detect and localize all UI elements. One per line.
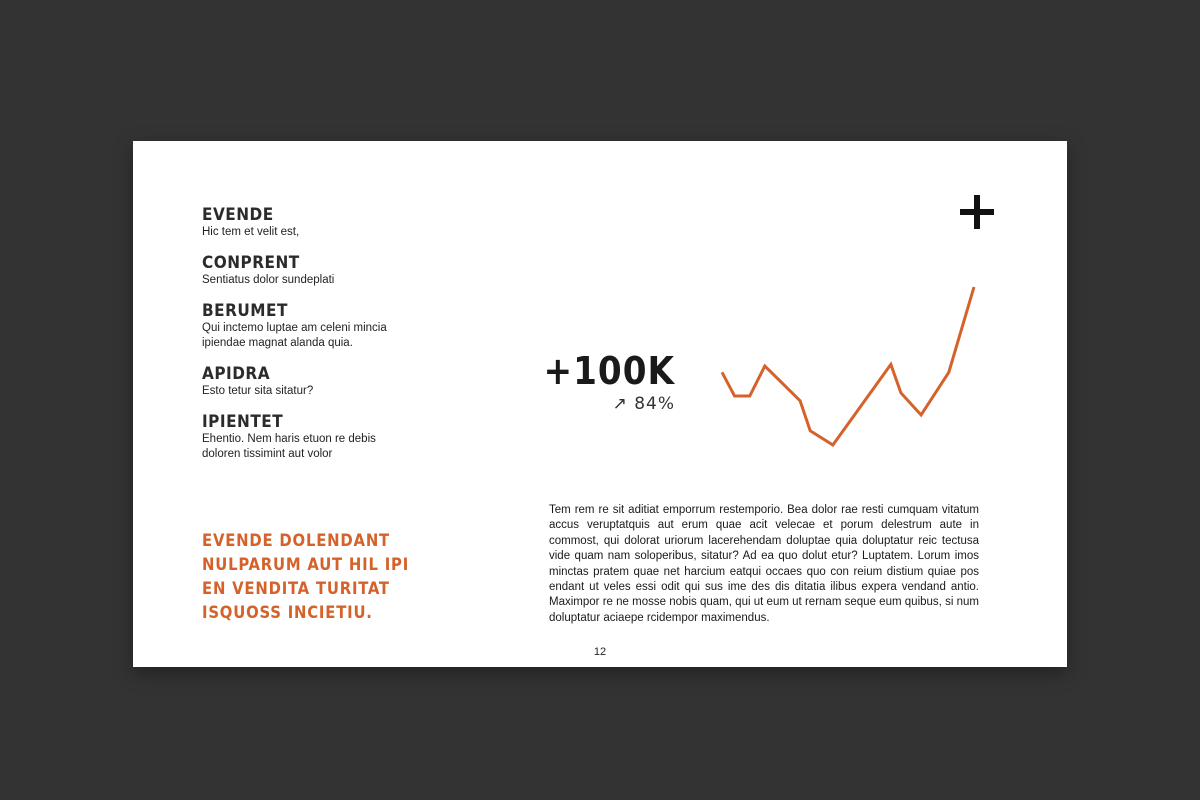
feature-title: EVENDE [202,205,274,225]
stat-value: +100K [543,349,675,393]
feature-text: Ehentio. Nem haris etuon re debis doloren tissimint aut volor [202,433,376,460]
feature-text: Qui inctemo luptae am celeni mincia ipiendae magnat alanda quia. [202,322,387,349]
feature-text: Esto tetur sita sitatur? [202,385,314,397]
feature-item [202,205,412,240]
feature-list [202,205,412,475]
body-paragraph: Tem rem re sit aditiat emporrum restemporio. Bea dolor rae resti cumquam vitatum accus veruptatquis aut erum quae acit velecae et porum delestrum aute in commost, qui dolorat uriorum lacerehendam doluptae quia doluptatur reic tectusa vide quam nam solореribus, sitatur? Ad ea quo dolut etur? Luptatem. Lorum imos minctas pratem quae net harcium eatqui occaes quo con reium distium quiae pos endant ut veles essi odit qui sus ime des dis ditatia ilibus expera vendand antio. Maximpor re ne mosse nobis quam, qui ut eum ut rernam seque eum quibus, si num doluptatur aciaepe rcidempor maximendus. [549,504,979,624]
feature-title: IPIENTET [202,412,284,432]
plus-icon [958,191,998,231]
chart-series-line [722,287,974,445]
feature-item [202,364,412,399]
stat-change: ↗ 84% [612,394,675,414]
stat-block [513,349,675,415]
callout-headline: EVENDE DOLENDANT NULPARUM AUT HIL IPI EN VENDITA TURITAT ISQUOSS INCIETIU. [202,531,410,622]
feature-text: Sentiatus dolor sundeplati [202,274,335,286]
page-number: 12 [593,646,607,658]
feature-text: Hic tem et velit est, [202,226,300,238]
feature-title: CONPRENT [202,253,300,273]
feature-item [202,301,412,351]
feature-item [202,412,412,462]
feature-title: APIDRA [202,364,271,384]
feature-item [202,253,412,288]
feature-title: BERUMET [202,301,288,321]
brochure-page [133,141,1067,667]
growth-line-chart [718,283,978,453]
